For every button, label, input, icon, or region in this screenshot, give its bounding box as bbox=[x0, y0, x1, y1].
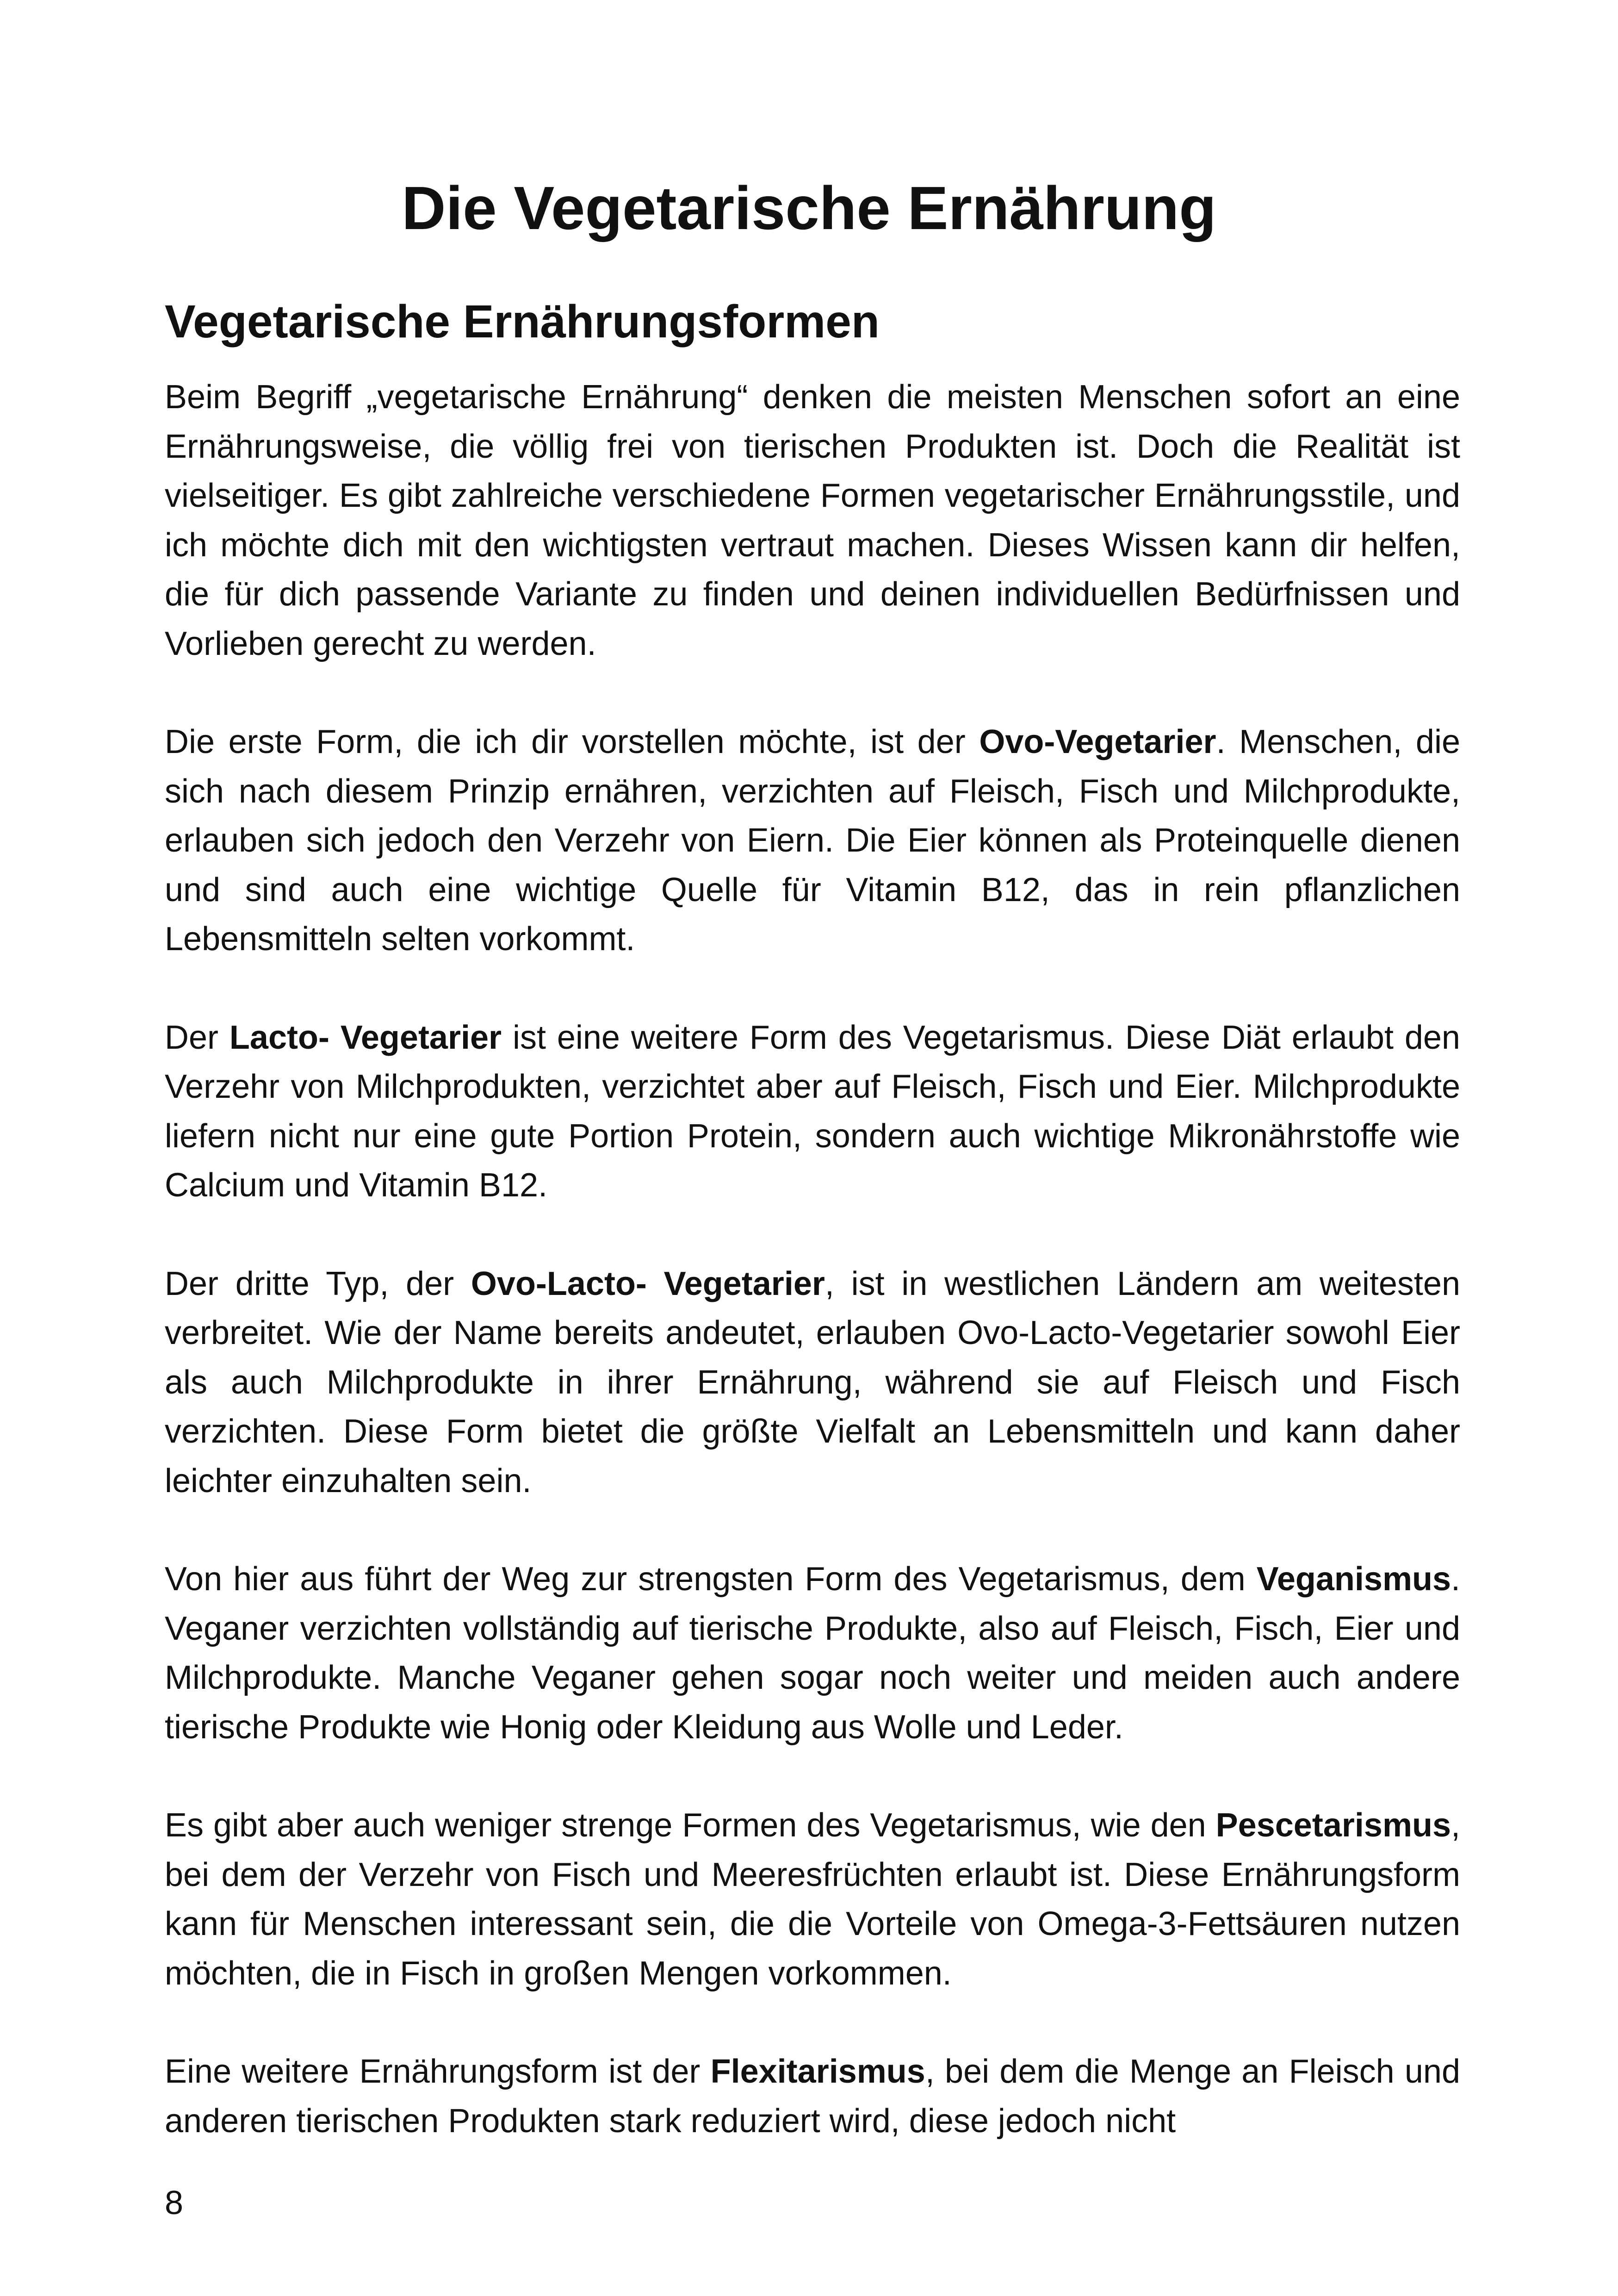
paragraph-text: , bei dem der Verzehr von Fisch und Meeresfrüchten erlaubt ist. Diese Ernährungsform kann für Menschen interessant sein, die die Vorteile von Omega-3-Fettsäuren nutzen möchten, die in Fisch in großen Mengen vorkommen. bbox=[165, 1807, 1460, 1992]
paragraph-ovo-vegetarier bbox=[165, 717, 1460, 964]
paragraph-intro bbox=[165, 373, 1460, 668]
paragraph-text: . Veganer verzichten vollständig auf tierische Produkte, also auf Fleisch, Fisch, Eier und Milchprodukte. Manche Veganer gehen sogar noch weiter und meiden auch andere tierische Produkte wie Honig oder Kleidung aus Wolle und Leder. bbox=[165, 1561, 1460, 1746]
paragraph-flexitarismus bbox=[165, 2047, 1460, 2146]
paragraph-text: Eine weitere Ernährungsform ist der bbox=[165, 2053, 711, 2090]
term-ovo-vegetarier: Ovo-Vegetarier bbox=[979, 723, 1216, 760]
term-veganismus: Veganismus bbox=[1256, 1561, 1451, 1598]
paragraph-pescetarismus bbox=[165, 1801, 1460, 1998]
paragraph-text: Es gibt aber auch weniger strenge Formen des Vegetarismus, wie den bbox=[165, 1807, 1216, 1844]
term-lacto-vegetarier: Lacto- Vegetarier bbox=[229, 1019, 502, 1056]
paragraph-text: . Menschen, die sich nach diesem Prinzip ernähren, verzichten auf Fleisch, Fisch und Milchprodukte, erlauben sich jedoch den Verzehr von Eiern. Die Eier können als Proteinquelle dienen und sind auch eine wichtige Quelle für Vitamin B12, das in rein pflanzlichen Lebensmitteln selten vorkommt. bbox=[165, 723, 1460, 958]
paragraph-text: ist eine weitere Form des Vegetarismus. Diese Diät erlaubt den Verzehr von Milchprodukten, verzichtet aber auf Fleisch, Fisch und Eier. Milchprodukte liefern nicht nur eine gute Portion Protein, sondern auch wichtige Mikronährstoffe wie Calcium und Vitamin B12. bbox=[165, 1019, 1460, 1204]
page-number: 8 bbox=[165, 2184, 184, 2221]
term-flexitarismus: Flexitarismus bbox=[710, 2053, 925, 2090]
section-title: Vegetarische Ernährungsformen bbox=[165, 296, 880, 348]
paragraph-text: , bei dem die Menge an Fleisch und anderen tierischen Produkten stark reduziert wird, diese jedoch nicht bbox=[165, 2053, 1460, 2140]
paragraph-text: , ist in westlichen Ländern am weitesten verbreitet. Wie der Name bereits andeutet, erlauben Ovo-Lacto-Vegetarier sowohl Eier als auch Milchprodukte in ihrer Ernährung, während sie auf Fleisch und Fisch verzichten. Diese Form bietet die größte Vielfalt an Lebensmitteln und kann daher leichter einzuhalten sein. bbox=[165, 1265, 1461, 1500]
chapter-title: Die Vegetarische Ernährung bbox=[402, 174, 1216, 242]
paragraph-text: Der bbox=[165, 1019, 229, 1056]
paragraph-text: Beim Begriff „vegetarische Ernährung“ denken die meisten Menschen sofort an eine Ernährungsweise, die völlig frei von tierischen Produkten ist. Doch die Realität ist vielseitiger. Es gibt zahlreiche verschiedene Formen vegetarischer Ernährungsstile, und ich möchte dich mit den wichtigsten vertraut machen. Dieses Wissen kann dir helfen, die für dich passende Variante zu finden und deinen individuellen Bedürfnissen und Vorlieben gerecht zu werden. bbox=[165, 379, 1460, 662]
term-pescetarismus: Pescetarismus bbox=[1215, 1807, 1451, 1844]
paragraph-text: Der dritte Typ, der bbox=[165, 1265, 471, 1302]
term-ovo-lacto-vegetarier: Ovo-Lacto- Vegetarier bbox=[471, 1265, 825, 1302]
body-text bbox=[165, 373, 1460, 2195]
paragraph-text: Die erste Form, die ich dir vorstellen möchte, ist der bbox=[165, 723, 979, 760]
paragraph-ovo-lacto-vegetarier bbox=[165, 1259, 1460, 1506]
paragraph-lacto-vegetarier bbox=[165, 1013, 1460, 1210]
paragraph-veganismus bbox=[165, 1555, 1460, 1752]
paragraph-text: Von hier aus führt der Weg zur strengsten Form des Vegetarismus, dem bbox=[165, 1561, 1257, 1598]
